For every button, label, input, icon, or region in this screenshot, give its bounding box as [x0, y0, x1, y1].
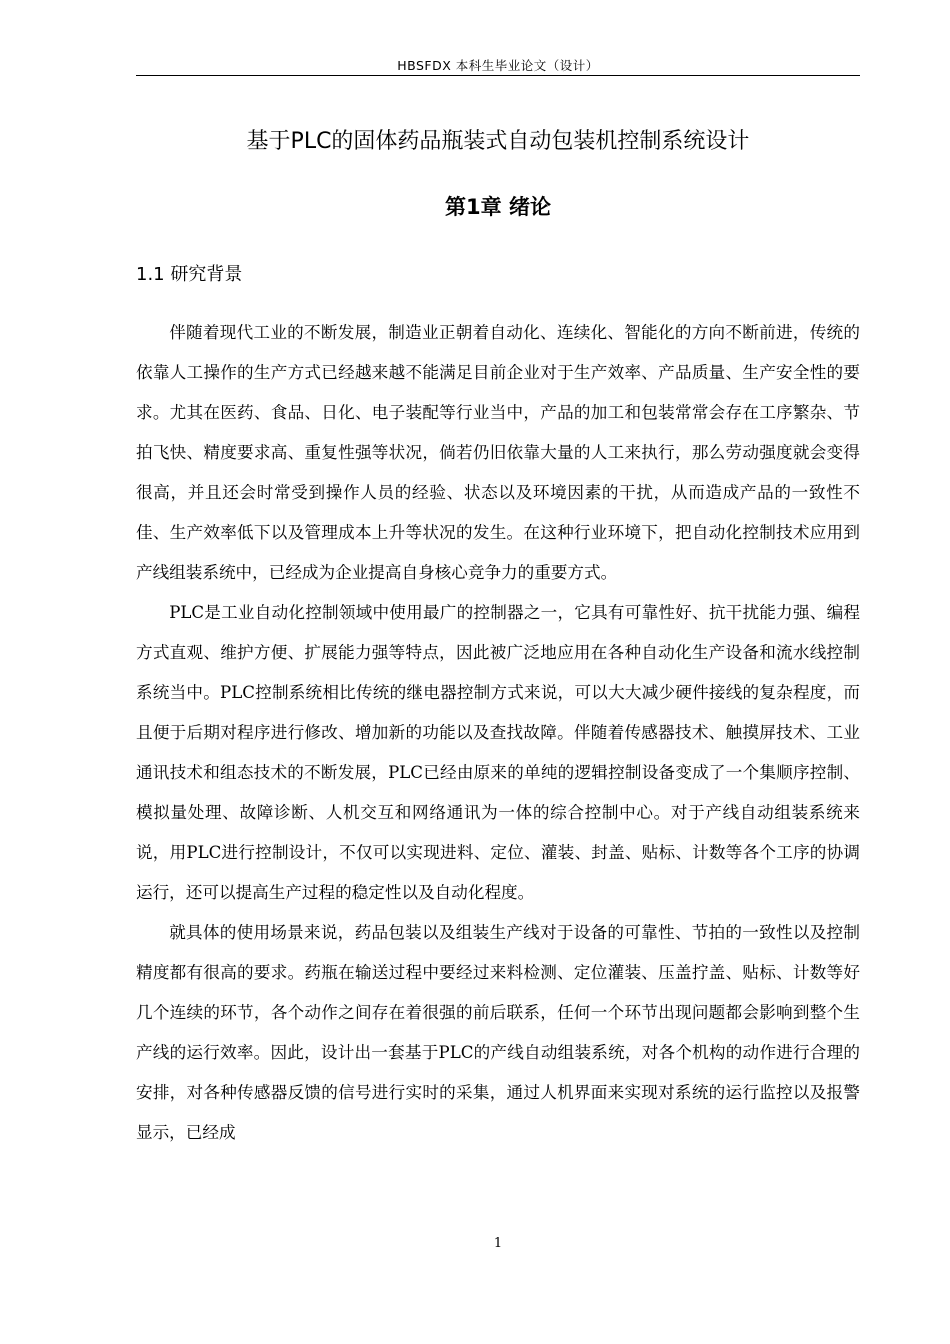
paragraph-3: 就具体的使用场景来说，药品包装以及组装生产线对于设备的可靠性、节拍的一致性以及控制精度都有很高的要求。药瓶在输送过程中要经过来料检测、定位灌装、压盖拧盖、贴标、计数等好几个连续的环节，各个动作之间存在着很强的前后联系，任何一个环节出现问题都会影响到整个生产线的运行效率。因此，设计出一套基于PLC的产线自动组装系统，对各个机构的动作进行合理的安排，对各种传感器反馈的信号进行实时的采集，通过人机界面来实现对系统的运行监控以及报警显示，已经成 [136, 923, 860, 1142]
section-heading: 1.1 研究背景 [136, 264, 243, 285]
running-header: HBSFDX 本科生毕业论文（设计） [397, 58, 599, 73]
thesis-title: 基于PLC的固体药品瓶装式自动包装机控制系统设计 [246, 129, 750, 154]
page-number: 1 [493, 1236, 503, 1251]
paragraph-1: 伴随着现代工业的不断发展，制造业正朝着自动化、连续化、智能化的方向不断前进，传统的依靠人工操作的生产方式已经越来越不能满足目前企业对于生产效率、产品质量、生产安全性的要求。尤其在医药、食品、日化、电子装配等行业当中，产品的加工和包装常常会存在工序繁杂、节拍飞快、精度要求高、重复性强等状况，倘若仍旧依靠大量的人工来执行，那么劳动强度就会变得很高，并且还会时常受到操作人员的经验、状态以及环境因素的干扰，从而造成产品的一致性不佳、生产效率低下以及管理成本上升等状况的发生。在这种行业环境下，把自动化控制技术应用到产线组装系统中，已经成为企业提高自身核心竞争力的重要方式。 [136, 323, 860, 582]
paragraph-2: PLC是工业自动化控制领域中使用最广的控制器之一，它具有可靠性好、抗干扰能力强、编程方式直观、维护方便、扩展能力强等特点，因此被广泛地应用在各种自动化生产设备和流水线控制系统当中。PLC控制系统相比传统的继电器控制方式来说，可以大大减少硬件接线的复杂程度，而且便于后期对程序进行修改、增加新的功能以及查找故障。伴随着传感器技术、触摸屏技术、工业通讯技术和组态技术的不断发展，PLC已经由原来的单纯的逻辑控制设备变成了一个集顺序控制、模拟量处理、故障诊断、人机交互和网络通讯为一体的综合控制中心。对于产线自动组装系统来说，用PLC进行控制设计，不仅可以实现进料、定位、灌装、封盖、贴标、计数等各个工序的协调运行，还可以提高生产过程的稳定性以及自动化程度。 [136, 603, 860, 902]
chapter-heading: 第1章 绪论 [445, 195, 551, 219]
header-divider [136, 75, 860, 76]
body-text [136, 313, 860, 1153]
